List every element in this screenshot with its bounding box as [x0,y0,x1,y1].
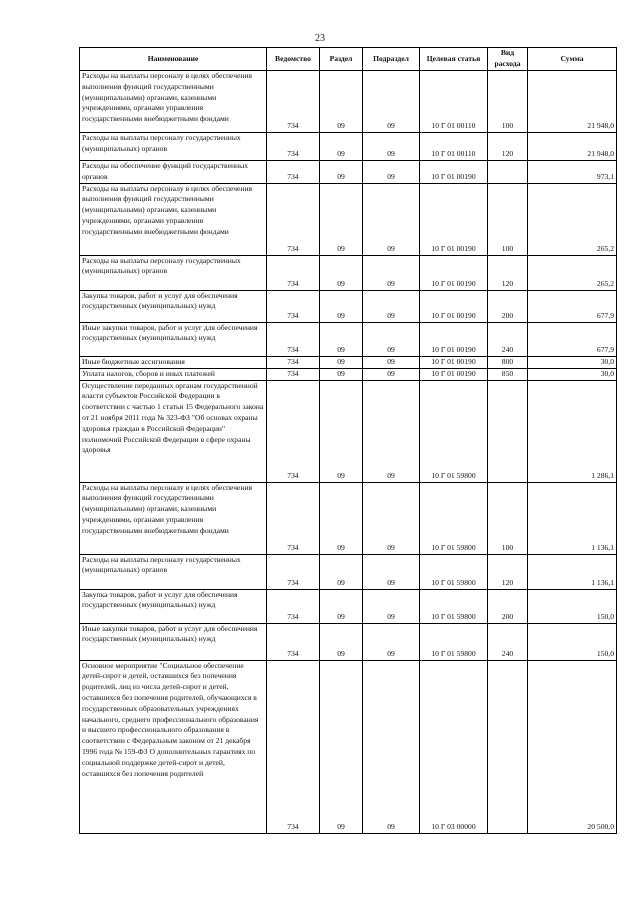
row-amount: 150,0 [528,623,617,660]
row-name: Расходы на выплаты персоналу государственных (муниципальных) органов [80,554,267,589]
row-department: 734 [267,161,320,184]
table-row [80,255,617,290]
row-subsection: 09 [363,183,420,255]
row-name: Осуществление переданных органам государственной власти субъектов Российской Федерации в соответствии с частью 1 статьи 15 Федерального закона от 21 ноября 2011 года № 323-ФЗ "Об основах охраны здоровья граждан в Российской Федерации" полномочий Российской Федерации в сфере охраны здоровья [80,380,267,482]
header-amount: Сумма [528,48,617,71]
row-expense-type: 800 [488,356,528,368]
table-row [80,161,617,184]
row-name: Расходы на выплаты персоналу государственных (муниципальных) органов [80,133,267,161]
row-subsection: 09 [363,368,420,380]
row-expense-type: 200 [488,589,528,623]
row-section: 09 [320,380,363,482]
row-amount: 265,2 [528,255,617,290]
table-row [80,356,617,368]
row-target-article: 10 Г 01 00190 [420,368,488,380]
row-department: 734 [267,71,320,133]
row-department: 734 [267,380,320,482]
row-amount: 20 500,0 [528,660,617,833]
table-row [80,71,617,133]
row-section: 09 [320,290,363,322]
row-amount: 1 136,1 [528,554,617,589]
row-target-article: 10 Г 01 00190 [420,183,488,255]
row-section: 09 [320,133,363,161]
row-department: 734 [267,133,320,161]
table-header-row [80,48,617,71]
row-subsection: 09 [363,660,420,833]
row-target-article: 10 Г 01 00110 [420,133,488,161]
row-amount: 30,0 [528,356,617,368]
header-target-article: Целевая статья [420,48,488,71]
row-department: 734 [267,183,320,255]
row-target-article: 10 Г 01 59800 [420,623,488,660]
row-name: Иные закупки товаров, работ и услуг для обеспечения государственных (муниципальных) нужд [80,322,267,356]
row-amount: 150,0 [528,589,617,623]
row-expense-type: 120 [488,554,528,589]
row-subsection: 09 [363,255,420,290]
budget-table [79,47,617,834]
row-name: Иные бюджетные ассигнования [80,356,267,368]
row-target-article: 10 Г 01 59800 [420,554,488,589]
page-number: 23 [315,33,325,44]
row-target-article: 10 Г 01 59800 [420,380,488,482]
table-row [80,554,617,589]
row-subsection: 09 [363,623,420,660]
row-name: Закупка товаров, работ и услуг для обеспечения государственных (муниципальных) нужд [80,589,267,623]
table-row [80,380,617,482]
table-body [80,71,617,834]
table-row [80,133,617,161]
row-section: 09 [320,356,363,368]
row-expense-type: 100 [488,183,528,255]
row-name: Расходы на выплаты персоналу государственных (муниципальных) органов [80,255,267,290]
row-section: 09 [320,623,363,660]
row-target-article: 10 Г 01 00190 [420,255,488,290]
row-expense-type: 240 [488,623,528,660]
table-row [80,290,617,322]
row-target-article: 10 Г 01 00190 [420,161,488,184]
table-row [80,322,617,356]
row-target-article: 10 Г 01 00110 [420,71,488,133]
row-amount: 973,1 [528,161,617,184]
row-department: 734 [267,554,320,589]
row-name: Расходы на выплаты персоналу в целях обеспечения выполнения функций государственными (муниципальными) органами, казенными учреждениями, органами управления государственными внебюджетными фондами [80,183,267,255]
row-section: 09 [320,554,363,589]
row-subsection: 09 [363,71,420,133]
row-name: Расходы на обеспечение функций государственных органов [80,161,267,184]
header-department: Ведомство [267,48,320,71]
row-department: 734 [267,623,320,660]
row-department: 734 [267,255,320,290]
row-subsection: 09 [363,380,420,482]
row-subsection: 09 [363,133,420,161]
row-subsection: 09 [363,356,420,368]
row-subsection: 09 [363,589,420,623]
row-amount: 21 948,0 [528,133,617,161]
row-target-article: 10 Г 01 00190 [420,290,488,322]
table-row [80,183,617,255]
row-section: 09 [320,255,363,290]
row-amount: 21 948,0 [528,71,617,133]
row-subsection: 09 [363,161,420,184]
row-department: 734 [267,482,320,554]
row-subsection: 09 [363,290,420,322]
row-name: Расходы на выплаты персоналу в целях обеспечения выполнения функций государственными (муниципальными) органами, казенными учреждениями, органами управления государственными внебюджетными фондами [80,71,267,133]
row-section: 09 [320,482,363,554]
table-row [80,623,617,660]
row-expense-type: 850 [488,368,528,380]
row-name: Уплата налогов, сборов и иных платежей [80,368,267,380]
row-target-article: 10 Г 01 59800 [420,589,488,623]
row-subsection: 09 [363,482,420,554]
header-section: Раздел [320,48,363,71]
row-amount: 30,0 [528,368,617,380]
row-section: 09 [320,660,363,833]
row-subsection: 09 [363,554,420,589]
row-name: Основное мероприятие "Социальное обеспечение детей-сирот и детей, оставшихся без попечения родителей, лиц из числа детей-сирот и детей, оставшихся без попечения родителей, обучающихся в государственных образовательных учреждениях начального, среднего профессионального образования и высшего профессионального образования в соответствии с Федеральным законом от 21 декабря 1996 года № 159-ФЗ О дополнительных гарантиях по социальной поддержке детей-сирот и детей, оставшихся без попечения родителей [80,660,267,833]
row-target-article: 10 Г 03 00000 [420,660,488,833]
row-target-article: 10 Г 01 59800 [420,482,488,554]
row-amount: 677,9 [528,290,617,322]
row-name: Иные закупки товаров, работ и услуг для обеспечения государственных (муниципальных) нужд [80,623,267,660]
table-row [80,482,617,554]
row-amount: 1 136,1 [528,482,617,554]
row-expense-type: 100 [488,482,528,554]
row-expense-type [488,161,528,184]
row-section: 09 [320,368,363,380]
row-expense-type [488,380,528,482]
row-amount: 677,9 [528,322,617,356]
row-department: 734 [267,322,320,356]
row-amount: 265,2 [528,183,617,255]
row-name: Расходы на выплаты персоналу в целях обеспечения выполнения функций государственными (муниципальными) органами, казенными учреждениями, органами управления государственными внебюджетными фондами [80,482,267,554]
row-target-article: 10 Г 01 00190 [420,322,488,356]
row-target-article: 10 Г 01 00190 [420,356,488,368]
header-expense-type: Вид расхода [488,48,528,71]
row-department: 734 [267,290,320,322]
row-expense-type: 120 [488,133,528,161]
row-section: 09 [320,183,363,255]
row-section: 09 [320,161,363,184]
row-name: Закупка товаров, работ и услуг для обеспечения государственных (муниципальных) нужд [80,290,267,322]
row-amount: 1 286,1 [528,380,617,482]
row-expense-type [488,660,528,833]
row-subsection: 09 [363,322,420,356]
row-expense-type: 100 [488,71,528,133]
row-expense-type: 240 [488,322,528,356]
row-section: 09 [320,71,363,133]
row-section: 09 [320,322,363,356]
table-row [80,368,617,380]
row-expense-type: 200 [488,290,528,322]
row-department: 734 [267,660,320,833]
row-department: 734 [267,356,320,368]
table-row [80,589,617,623]
row-expense-type: 120 [488,255,528,290]
header-name: Наименование [80,48,267,71]
row-department: 734 [267,368,320,380]
row-section: 09 [320,589,363,623]
row-department: 734 [267,589,320,623]
table-row [80,660,617,833]
header-subsection: Подраздел [363,48,420,71]
